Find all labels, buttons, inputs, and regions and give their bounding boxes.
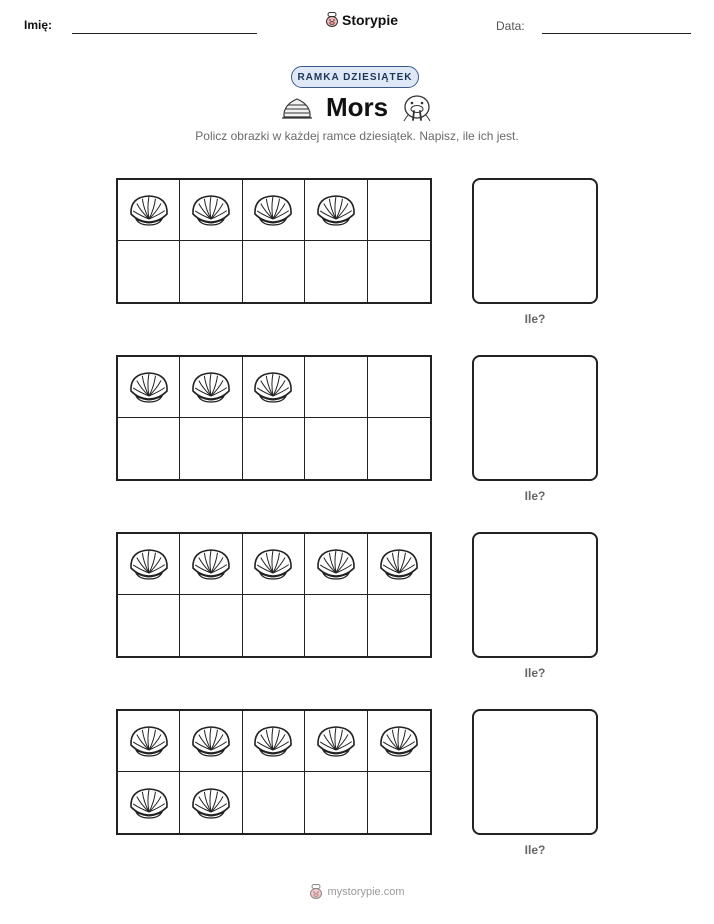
ten-frame-cell xyxy=(243,357,305,418)
clam-shell-icon xyxy=(314,546,358,582)
clam-shell-icon xyxy=(127,785,171,821)
ten-frame-cell xyxy=(368,711,430,772)
clam-shell-icon xyxy=(127,192,171,228)
ten-frame-cell xyxy=(368,241,430,302)
footer-url[interactable]: mystorypie.com xyxy=(327,886,405,898)
clam-shell-icon xyxy=(314,723,358,759)
ten-frame-cell xyxy=(243,180,305,241)
clam-shell-icon xyxy=(377,546,421,582)
ten-frame-cell xyxy=(118,711,180,772)
footer xyxy=(0,884,714,900)
clam-shell-icon xyxy=(127,723,171,759)
name-line[interactable] xyxy=(72,33,257,34)
ten-frame-cell xyxy=(118,595,180,656)
ten-frame-cell xyxy=(243,772,305,833)
ten-frame-cell xyxy=(243,595,305,656)
clam-shell-icon xyxy=(251,192,295,228)
ten-frame-cell xyxy=(180,534,242,595)
ten-frame-cell xyxy=(180,711,242,772)
ten-frame-cell xyxy=(305,772,367,833)
ten-frame-cell xyxy=(368,357,430,418)
date-line[interactable] xyxy=(542,33,691,34)
ten-frame-cell xyxy=(305,418,367,479)
answer-label-1: Ile? xyxy=(524,312,546,326)
answer-box-2[interactable] xyxy=(472,355,598,481)
ten-frame-cell xyxy=(305,357,367,418)
clam-shell-icon xyxy=(251,546,295,582)
ten-frame-3 xyxy=(116,532,432,658)
ten-frame-cell xyxy=(305,711,367,772)
ten-frame-cell xyxy=(243,241,305,302)
ten-frame-cell xyxy=(243,711,305,772)
ten-frame-cell xyxy=(243,418,305,479)
ten-frame-cell xyxy=(180,772,242,833)
clam-shell-icon xyxy=(251,369,295,405)
clam-shell-icon xyxy=(251,723,295,759)
ice-floe-icon xyxy=(281,95,313,121)
ten-frame-cell xyxy=(368,772,430,833)
ten-frame-cell xyxy=(118,772,180,833)
brand-logo xyxy=(325,12,398,28)
ten-frame-4 xyxy=(116,709,432,835)
answer-label-3: Ile? xyxy=(524,666,546,680)
ten-frame-cell xyxy=(305,180,367,241)
ten-frame-cell xyxy=(118,357,180,418)
clam-shell-icon xyxy=(189,369,233,405)
ten-frame-cell xyxy=(118,534,180,595)
clam-shell-icon xyxy=(189,785,233,821)
ten-frame-cell xyxy=(368,418,430,479)
answer-box-1[interactable] xyxy=(472,178,598,304)
ten-frame-cell xyxy=(118,180,180,241)
page-title: Mors xyxy=(325,92,389,122)
pig-chef-icon xyxy=(325,12,339,28)
answer-box-3[interactable] xyxy=(472,532,598,658)
ten-frame-cell xyxy=(243,534,305,595)
ten-frame-1 xyxy=(116,178,432,304)
worksheet-type-badge: RAMKA DZIESIĄTEK xyxy=(291,66,419,88)
ten-frame-cell xyxy=(180,595,242,656)
brand-name: Storypie xyxy=(342,12,399,28)
ten-frame-cell xyxy=(368,534,430,595)
ten-frame-cell xyxy=(368,180,430,241)
ten-frame-cell xyxy=(305,534,367,595)
clam-shell-icon xyxy=(314,192,358,228)
ten-frame-cell xyxy=(305,241,367,302)
ten-frame-cell xyxy=(180,180,242,241)
instructions: Policz obrazki w każdej ramce dziesiątek. Napisz, ile ich jest. xyxy=(195,129,519,143)
answer-label-4: Ile? xyxy=(524,843,546,857)
clam-shell-icon xyxy=(189,192,233,228)
name-label: Imię: xyxy=(24,18,53,32)
clam-shell-icon xyxy=(127,546,171,582)
ten-frame-cell xyxy=(180,241,242,302)
ten-frame-cell xyxy=(368,595,430,656)
ten-frame-2 xyxy=(116,355,432,481)
clam-shell-icon xyxy=(189,723,233,759)
answer-box-4[interactable] xyxy=(472,709,598,835)
clam-shell-icon xyxy=(377,723,421,759)
clam-shell-icon xyxy=(189,546,233,582)
pig-chef-icon xyxy=(309,884,323,900)
answer-label-2: Ile? xyxy=(524,489,546,503)
ten-frame-cell xyxy=(118,418,180,479)
ten-frame-cell xyxy=(305,595,367,656)
ten-frame-cell xyxy=(180,418,242,479)
ten-frame-cell xyxy=(118,241,180,302)
date-label: Data: xyxy=(496,19,525,33)
ten-frame-cell xyxy=(180,357,242,418)
clam-shell-icon xyxy=(127,369,171,405)
walrus-icon xyxy=(401,93,433,123)
